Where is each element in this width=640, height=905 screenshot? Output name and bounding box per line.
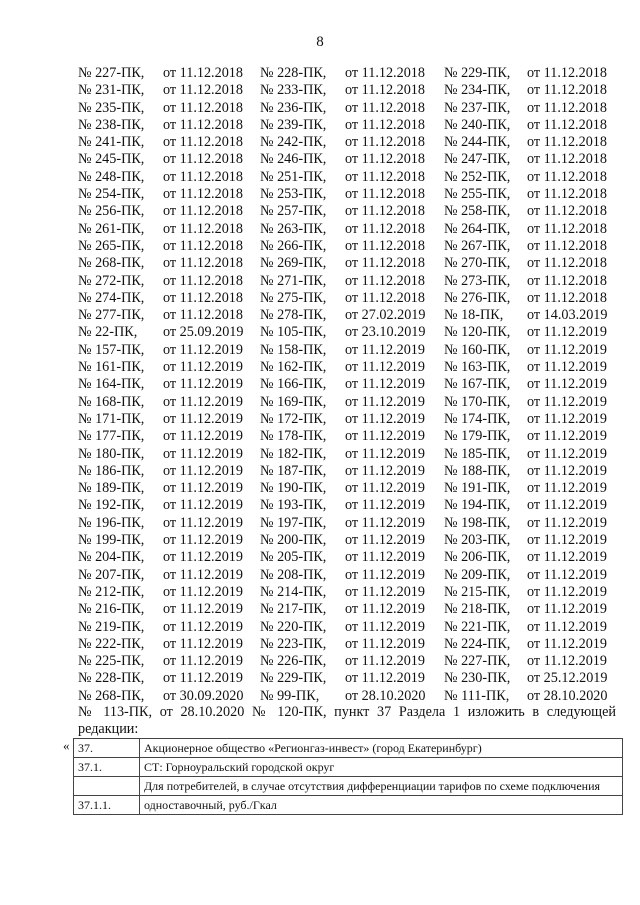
list-item [78, 653, 618, 670]
decree-number: № 229-ПК, [260, 670, 327, 687]
list-item [78, 359, 618, 376]
decree-number: № 105-ПК, [260, 324, 327, 341]
list-item [78, 255, 618, 272]
decree-number: № 253-ПК, [260, 186, 327, 203]
decree-date: от 11.12.2018 [345, 272, 425, 289]
decree-date: от 11.12.2018 [163, 289, 243, 306]
decree-number: № 274-ПК, [78, 289, 145, 306]
decree-date: от 11.12.2019 [527, 445, 607, 462]
decree-date: от 28.10.2020 [345, 687, 426, 704]
decree-date: от 11.12.2019 [345, 514, 425, 531]
decree-date: от 11.12.2019 [163, 497, 243, 514]
decree-date: от 11.12.2019 [345, 601, 425, 618]
decree-date: от 11.12.2019 [345, 341, 425, 358]
table-row [74, 739, 623, 758]
decree-date: от 11.12.2018 [163, 65, 243, 81]
list-item [78, 394, 618, 411]
decree-number: № 246-ПК, [260, 151, 327, 168]
decree-date: от 11.12.2019 [163, 341, 243, 358]
decree-date: от 11.12.2018 [345, 289, 425, 306]
decree-number: № 224-ПК, [444, 635, 511, 652]
decree-number: № 225-ПК, [78, 653, 145, 670]
list-item [78, 636, 618, 653]
decree-date: от 11.12.2019 [345, 462, 425, 479]
decree-date: от 11.12.2019 [163, 583, 243, 600]
list-item [78, 238, 618, 255]
decree-date: от 11.12.2018 [527, 237, 607, 254]
decree-date: от 11.12.2019 [527, 428, 607, 445]
decree-date: от 11.12.2019 [527, 653, 607, 670]
decree-date: от 11.12.2019 [527, 601, 607, 618]
decree-number: № 229-ПК, [444, 65, 511, 81]
decree-number: № 267-ПК, [444, 237, 511, 254]
decree-date: от 11.12.2019 [527, 393, 607, 410]
decree-number: № 208-ПК, [260, 566, 327, 583]
decree-date: от 11.12.2019 [527, 514, 607, 531]
decree-date: от 11.12.2019 [345, 635, 425, 652]
decree-number: № 218-ПК, [444, 601, 511, 618]
decree-date: от 28.10.2020 [527, 687, 608, 704]
decree-number: № 177-ПК, [78, 428, 145, 445]
decree-date: от 11.12.2018 [163, 82, 243, 99]
list-item [78, 151, 618, 168]
list-item [78, 428, 618, 445]
decree-date: от 11.12.2018 [345, 116, 425, 133]
decree-date: от 14.03.2019 [527, 307, 608, 324]
page-number: 8 [316, 34, 324, 50]
decree-number: № 199-ПК, [78, 532, 145, 549]
decree-date: от 30.09.2020 [163, 687, 244, 704]
decree-number: № 169-ПК, [260, 393, 327, 410]
decree-date: от 11.12.2018 [345, 168, 425, 185]
decree-number: № 255-ПК, [444, 186, 511, 203]
decree-list [78, 65, 618, 705]
decree-number: № 241-ПК, [78, 134, 145, 151]
list-item [78, 134, 618, 151]
decree-date: от 11.12.2019 [527, 532, 607, 549]
decree-number: № 172-ПК, [260, 410, 327, 427]
decree-date: от 11.12.2018 [345, 151, 425, 168]
decree-number: № 221-ПК, [444, 618, 511, 635]
decree-date: от 11.12.2019 [163, 601, 243, 618]
decree-number: № 160-ПК, [444, 341, 511, 358]
decree-number: № 197-ПК, [260, 514, 327, 531]
opening-quote-mark: « [63, 738, 70, 753]
decree-number: № 204-ПК, [78, 549, 145, 566]
list-item [78, 549, 618, 566]
decree-date: от 23.10.2019 [345, 324, 426, 341]
decree-date: от 11.12.2019 [163, 635, 243, 652]
list-item [78, 186, 618, 203]
decree-number: № 270-ПК, [444, 255, 511, 272]
decree-date: от 11.12.2019 [163, 670, 243, 687]
table-cell-number: 37. [74, 739, 140, 758]
list-item [78, 290, 618, 307]
decree-date: от 11.12.2018 [163, 99, 243, 116]
decree-date: от 11.12.2018 [527, 151, 607, 168]
decree-number: № 189-ПК, [78, 480, 145, 497]
decree-number: № 120-ПК, [444, 324, 511, 341]
decree-number: № 258-ПК, [444, 203, 511, 220]
list-item [78, 584, 618, 601]
table-cell-text: СТ: Горноуральский городской округ [140, 758, 623, 777]
decree-number: № 256-ПК, [78, 203, 145, 220]
list-item [78, 273, 618, 290]
decree-date: от 11.12.2018 [527, 220, 607, 237]
list-item [78, 203, 618, 220]
decree-date: от 11.12.2018 [345, 65, 425, 81]
decree-number: № 179-ПК, [444, 428, 511, 445]
decree-number: № 237-ПК, [444, 99, 511, 116]
decree-date: от 11.12.2019 [345, 653, 425, 670]
paragraph-line-2: редакции: [78, 721, 139, 738]
decree-number: № 228-ПК, [78, 670, 145, 687]
decree-date: от 11.12.2019 [527, 462, 607, 479]
decree-number: № 251-ПК, [260, 168, 327, 185]
decree-date: от 11.12.2019 [163, 410, 243, 427]
decree-date: от 11.12.2018 [527, 168, 607, 185]
table-cell-number: 37.1. [74, 758, 140, 777]
decree-number: № 167-ПК, [444, 376, 511, 393]
decree-number: № 257-ПК, [260, 203, 327, 220]
table-row [74, 758, 623, 777]
decree-number: № 238-ПК, [78, 116, 145, 133]
list-item [78, 307, 618, 324]
decree-date: от 11.12.2018 [345, 237, 425, 254]
decree-number: № 196-ПК, [78, 514, 145, 531]
decree-date: от 11.12.2019 [163, 653, 243, 670]
decree-date: от 11.12.2018 [345, 134, 425, 151]
decree-number: № 178-ПК, [260, 428, 327, 445]
list-item [78, 376, 618, 393]
decree-date: от 11.12.2018 [163, 237, 243, 254]
decree-number: № 233-ПК, [260, 82, 327, 99]
table-cell-number [74, 777, 140, 796]
decree-date: от 11.12.2019 [527, 359, 607, 376]
decree-number: № 272-ПК, [78, 272, 145, 289]
decree-number: № 205-ПК, [260, 549, 327, 566]
decree-date: от 11.12.2019 [163, 462, 243, 479]
decree-date: от 27.02.2019 [345, 307, 426, 324]
decree-date: от 11.12.2018 [345, 82, 425, 99]
decree-date: от 11.12.2019 [527, 566, 607, 583]
decree-number: № 269-ПК, [260, 255, 327, 272]
decree-date: от 11.12.2018 [527, 82, 607, 99]
list-item [78, 515, 618, 532]
list-item [78, 324, 618, 341]
table-cell-text: одноставочный, руб./Гкал [140, 796, 623, 815]
list-item [78, 619, 618, 636]
list-item [78, 82, 618, 99]
decree-date: от 11.12.2018 [163, 186, 243, 203]
decree-number: № 214-ПК, [260, 583, 327, 600]
list-item [78, 480, 618, 497]
decree-date: от 11.12.2018 [527, 134, 607, 151]
decree-number: № 215-ПК, [444, 583, 511, 600]
decree-number: № 219-ПК, [78, 618, 145, 635]
decree-number: № 164-ПК, [78, 376, 145, 393]
decree-number: № 236-ПК, [260, 99, 327, 116]
decree-date: от 11.12.2018 [163, 307, 243, 324]
decree-number: № 161-ПК, [78, 359, 145, 376]
table-cell-text: Для потребителей, в случае отсутствия дифференциации тарифов по схеме подключения [140, 777, 623, 796]
list-item [78, 65, 618, 82]
decree-date: от 11.12.2019 [527, 583, 607, 600]
decree-date: от 11.12.2019 [527, 618, 607, 635]
decree-date: от 11.12.2019 [163, 359, 243, 376]
list-item [78, 446, 618, 463]
decree-number: № 227-ПК, [444, 653, 511, 670]
decree-number: № 231-ПК, [78, 82, 145, 99]
decree-number: № 182-ПК, [260, 445, 327, 462]
decree-date: от 25.09.2019 [163, 324, 244, 341]
decree-number: № 212-ПК, [78, 583, 145, 600]
decree-number: № 235-ПК, [78, 99, 145, 116]
decree-date: от 11.12.2019 [345, 497, 425, 514]
list-item [78, 411, 618, 428]
decree-number: № 240-ПК, [444, 116, 511, 133]
decree-date: от 11.12.2018 [163, 203, 243, 220]
list-item [78, 221, 618, 238]
decree-date: от 11.12.2018 [163, 272, 243, 289]
decree-number: № 111-ПК, [444, 687, 510, 704]
decree-number: № 207-ПК, [78, 566, 145, 583]
decree-number: № 217-ПК, [260, 601, 327, 618]
decree-date: от 25.12.2019 [527, 670, 608, 687]
decree-number: № 209-ПК, [444, 566, 511, 583]
decree-number: № 276-ПК, [444, 289, 511, 306]
decree-date: от 11.12.2018 [163, 168, 243, 185]
list-item [78, 342, 618, 359]
decree-date: от 11.12.2018 [163, 116, 243, 133]
decree-number: № 273-ПК, [444, 272, 511, 289]
decree-number: № 18-ПК, [444, 307, 504, 324]
decree-number: № 277-ПК, [78, 307, 145, 324]
decree-date: от 11.12.2019 [527, 480, 607, 497]
decree-number: № 180-ПК, [78, 445, 145, 462]
decree-date: от 11.12.2019 [527, 635, 607, 652]
decree-date: от 11.12.2019 [163, 514, 243, 531]
decree-number: № 248-ПК, [78, 168, 145, 185]
decree-date: от 11.12.2018 [527, 255, 607, 272]
decree-date: от 11.12.2019 [345, 393, 425, 410]
decree-number: № 222-ПК, [78, 635, 145, 652]
decree-number: № 168-ПК, [78, 393, 145, 410]
decree-date: от 11.12.2019 [345, 445, 425, 462]
decree-date: от 11.12.2019 [345, 549, 425, 566]
decree-date: от 11.12.2018 [345, 220, 425, 237]
decree-number: № 227-ПК, [78, 65, 145, 81]
decree-number: № 198-ПК, [444, 514, 511, 531]
decree-date: от 11.12.2019 [345, 410, 425, 427]
list-item [78, 169, 618, 186]
decree-date: от 11.12.2019 [527, 410, 607, 427]
decree-number: № 234-ПК, [444, 82, 511, 99]
decree-number: № 22-ПК, [78, 324, 138, 341]
decree-number: № 99-ПК, [260, 687, 320, 704]
decree-number: № 247-ПК, [444, 151, 511, 168]
decree-date: от 11.12.2018 [345, 99, 425, 116]
decree-date: от 11.12.2018 [163, 255, 243, 272]
decree-number: № 200-ПК, [260, 532, 327, 549]
decree-number: № 193-ПК, [260, 497, 327, 514]
list-item [78, 688, 618, 705]
amendment-paragraph [78, 704, 616, 739]
decree-date: от 11.12.2018 [527, 289, 607, 306]
list-item [78, 463, 618, 480]
decree-number: № 244-ПК, [444, 134, 511, 151]
list-item [78, 670, 618, 687]
list-item [78, 567, 618, 584]
decree-number: № 220-ПК, [260, 618, 327, 635]
decree-number: № 216-ПК, [78, 601, 145, 618]
decree-number: № 174-ПК, [444, 410, 511, 427]
decree-number: № 261-ПК, [78, 220, 145, 237]
decree-date: от 11.12.2019 [527, 376, 607, 393]
decree-date: от 11.12.2019 [163, 376, 243, 393]
decree-date: от 11.12.2019 [345, 583, 425, 600]
decree-number: № 194-ПК, [444, 497, 511, 514]
decree-number: № 163-ПК, [444, 359, 511, 376]
table-row [74, 796, 623, 815]
decree-date: от 11.12.2018 [163, 220, 243, 237]
decree-number: № 226-ПК, [260, 653, 327, 670]
decree-date: от 11.12.2019 [527, 549, 607, 566]
decree-number: № 190-ПК, [260, 480, 327, 497]
decree-number: № 187-ПК, [260, 462, 327, 479]
decree-date: от 11.12.2018 [527, 203, 607, 220]
decree-date: от 11.12.2019 [527, 497, 607, 514]
decree-number: № 263-ПК, [260, 220, 327, 237]
decree-number: № 157-ПК, [78, 341, 145, 358]
list-item [78, 100, 618, 117]
decree-number: № 206-ПК, [444, 549, 511, 566]
decree-number: № 266-ПК, [260, 237, 327, 254]
list-item [78, 497, 618, 514]
decree-number: № 186-ПК, [78, 462, 145, 479]
decree-date: от 11.12.2019 [163, 566, 243, 583]
decree-date: от 11.12.2019 [345, 566, 425, 583]
decree-date: от 11.12.2019 [163, 618, 243, 635]
decree-number: № 242-ПК, [260, 134, 327, 151]
decree-number: № 254-ПК, [78, 186, 145, 203]
decree-number: № 158-ПК, [260, 341, 327, 358]
decree-date: от 11.12.2018 [527, 186, 607, 203]
decree-date: от 11.12.2019 [345, 376, 425, 393]
decree-date: от 11.12.2019 [163, 532, 243, 549]
decree-date: от 11.12.2019 [163, 549, 243, 566]
decree-date: от 11.12.2018 [345, 203, 425, 220]
table-cell-number: 37.1.1. [74, 796, 140, 815]
decree-date: от 11.12.2019 [345, 480, 425, 497]
decree-number: № 171-ПК, [78, 410, 145, 427]
decree-number: № 185-ПК, [444, 445, 511, 462]
decree-number: № 188-ПК, [444, 462, 511, 479]
decree-date: от 11.12.2018 [345, 186, 425, 203]
decree-number: № 192-ПК, [78, 497, 145, 514]
decree-date: от 11.12.2018 [163, 151, 243, 168]
decree-date: от 11.12.2019 [345, 618, 425, 635]
paragraph-line-1: № 113-ПК, от 28.10.2020 № 120-ПК, пункт 37 Раздела 1 изложить в следующей [78, 704, 616, 720]
decree-date: от 11.12.2019 [527, 324, 607, 341]
decree-date: от 11.12.2019 [345, 428, 425, 445]
table-cell-text: Акционерное общество «Регионгаз-инвест» (город Екатеринбург) [140, 739, 623, 758]
decree-date: от 11.12.2018 [527, 99, 607, 116]
decree-number: № 268-ПК, [78, 687, 145, 704]
list-item [78, 117, 618, 134]
decree-date: от 11.12.2019 [345, 359, 425, 376]
decree-date: от 11.12.2019 [345, 670, 425, 687]
decree-date: от 11.12.2018 [345, 255, 425, 272]
tariff-table [73, 738, 623, 815]
decree-number: № 203-ПК, [444, 532, 511, 549]
decree-number: № 223-ПК, [260, 635, 327, 652]
decree-number: № 239-ПК, [260, 116, 327, 133]
decree-number: № 166-ПК, [260, 376, 327, 393]
decree-date: от 11.12.2019 [163, 393, 243, 410]
decree-date: от 11.12.2018 [163, 134, 243, 151]
decree-number: № 275-ПК, [260, 289, 327, 306]
decree-number: № 191-ПК, [444, 480, 511, 497]
list-item [78, 532, 618, 549]
decree-number: № 265-ПК, [78, 237, 145, 254]
decree-number: № 252-ПК, [444, 168, 511, 185]
decree-date: от 11.12.2019 [163, 480, 243, 497]
decree-date: от 11.12.2019 [163, 445, 243, 462]
decree-date: от 11.12.2018 [527, 116, 607, 133]
decree-date: от 11.12.2019 [163, 428, 243, 445]
decree-date: от 11.12.2018 [527, 65, 607, 81]
decree-date: от 11.12.2018 [527, 272, 607, 289]
table-row [74, 777, 623, 796]
decree-number: № 162-ПК, [260, 359, 327, 376]
decree-number: № 271-ПК, [260, 272, 327, 289]
decree-number: № 230-ПК, [444, 670, 511, 687]
decree-number: № 170-ПК, [444, 393, 511, 410]
decree-number: № 278-ПК, [260, 307, 327, 324]
decree-number: № 268-ПК, [78, 255, 145, 272]
decree-number: № 228-ПК, [260, 65, 327, 81]
decree-number: № 264-ПК, [444, 220, 511, 237]
decree-date: от 11.12.2019 [345, 532, 425, 549]
decree-date: от 11.12.2019 [527, 341, 607, 358]
list-item [78, 601, 618, 618]
decree-number: № 245-ПК, [78, 151, 145, 168]
